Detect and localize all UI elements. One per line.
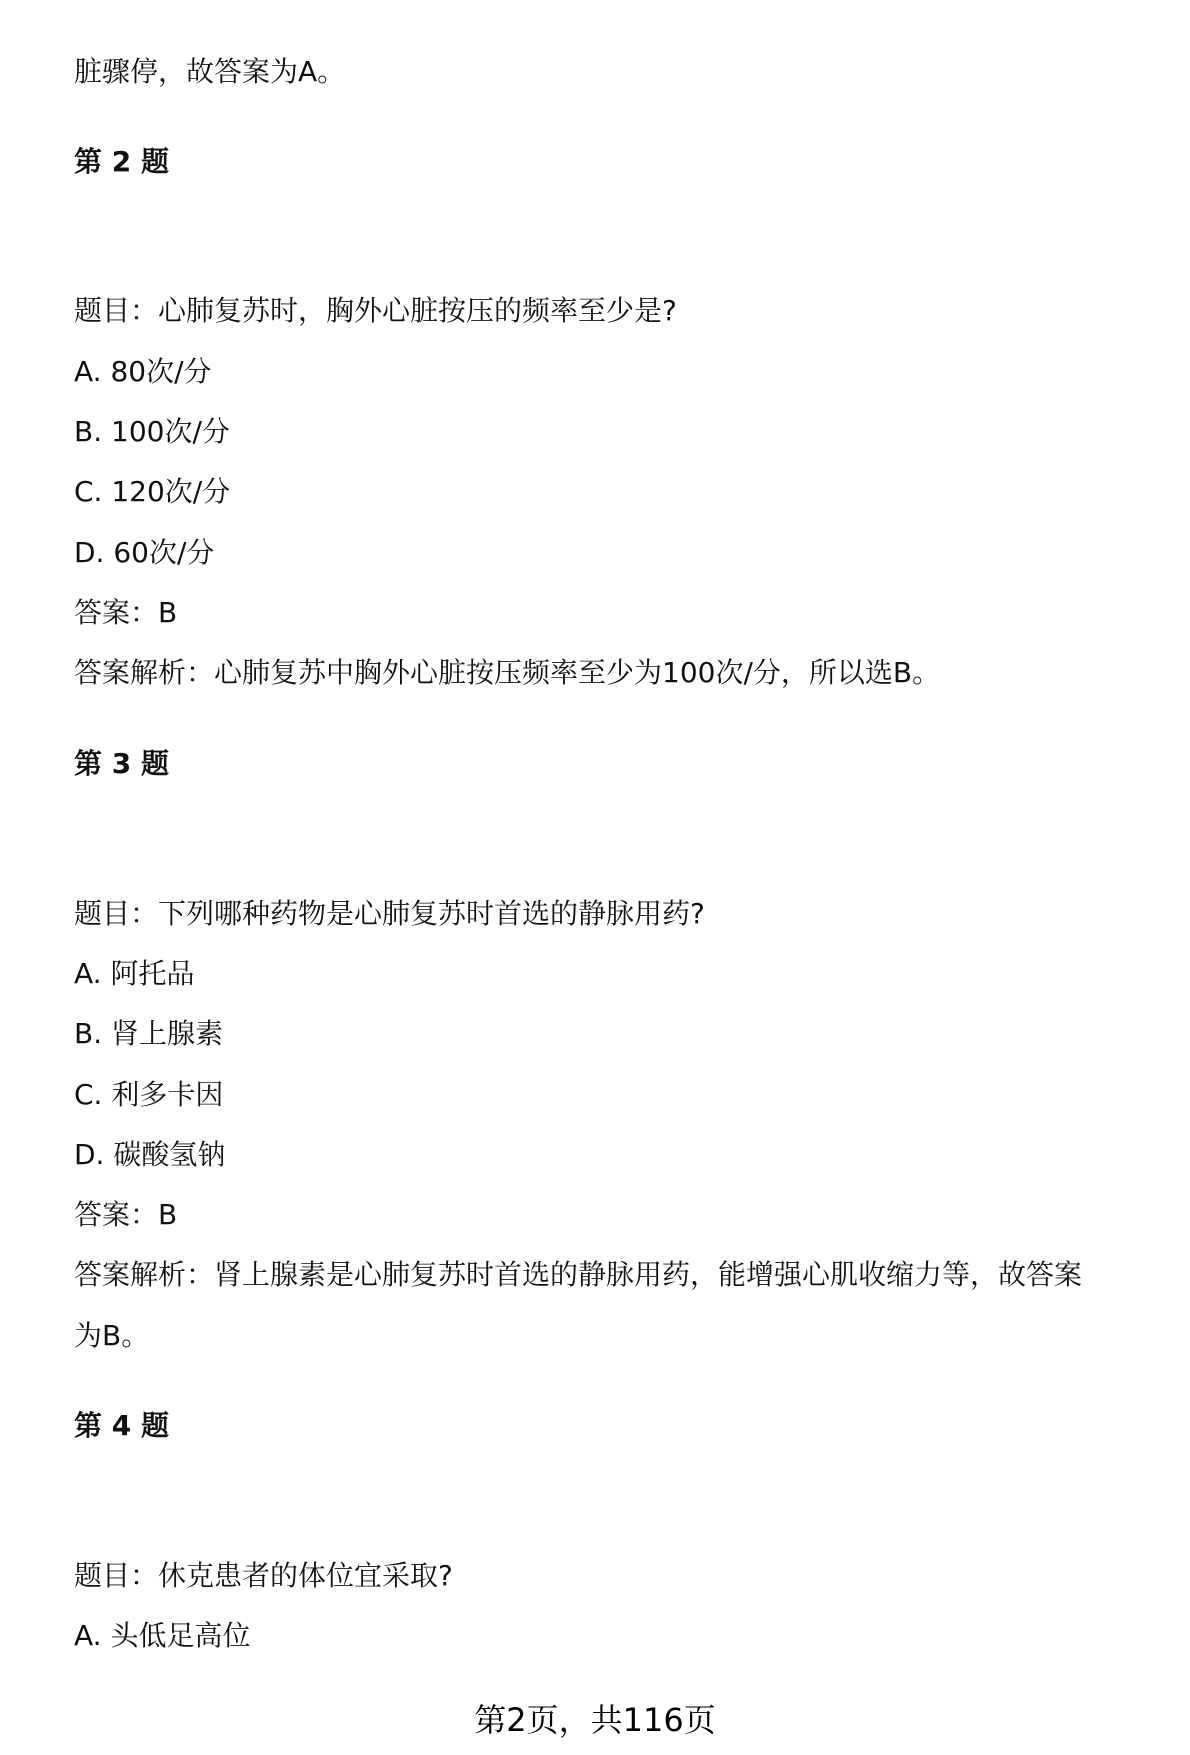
page-number: 第2页，共116页 (474, 1701, 716, 1739)
option-b: B. 100次/分 (74, 415, 230, 448)
option-d: D. 60次/分 (74, 536, 215, 569)
question-heading: 第 4 题 (74, 1409, 169, 1442)
answer-line: 答案：B (74, 1198, 178, 1231)
option-c: C. 利多卡因 (74, 1078, 224, 1111)
option-b: B. 肾上腺素 (74, 1017, 224, 1050)
continuation-text: 脏骤停，故答案为A。 (74, 55, 346, 88)
question-stem: 题目：心肺复苏时，胸外心脏按压的频率至少是? (74, 294, 677, 327)
option-a: A. 阿托品 (74, 957, 195, 990)
option-a: A. 80次/分 (74, 355, 212, 388)
question-heading: 第 2 题 (74, 145, 169, 178)
analysis-line: 为B。 (74, 1319, 150, 1352)
question-heading: 第 3 题 (74, 747, 169, 780)
answer-line: 答案：B (74, 596, 178, 629)
analysis-line: 答案解析：心肺复苏中胸外心脏按压频率至少为100次/分，所以选B。 (74, 656, 941, 689)
question-stem: 题目：下列哪种药物是心肺复苏时首选的静脉用药? (74, 897, 705, 930)
analysis-line: 答案解析：肾上腺素是心肺复苏时首选的静脉用药，能增强心肌收缩力等，故答案 (74, 1258, 1083, 1291)
option-d: D. 碳酸氢钠 (74, 1138, 226, 1171)
option-a: A. 头低足高位 (74, 1619, 251, 1652)
option-c: C. 120次/分 (74, 475, 231, 508)
question-stem: 题目：休克患者的体位宜采取? (74, 1559, 453, 1592)
